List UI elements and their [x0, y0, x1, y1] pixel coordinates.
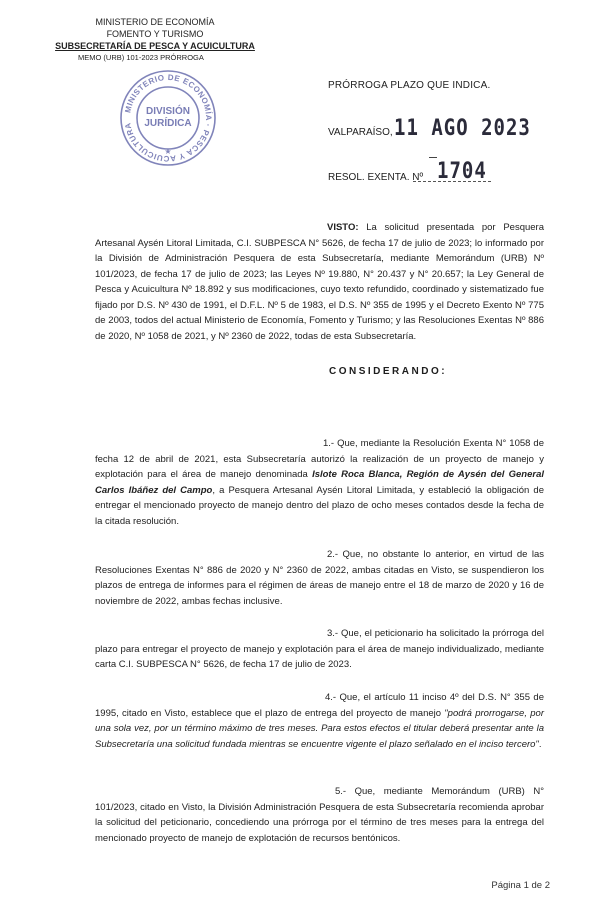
considerando-1: [95, 436, 544, 529]
division-seal-stamp: [118, 68, 218, 168]
considerando-heading: CONSIDERANDO:: [329, 366, 448, 377]
c3-text: 3.- Que, el peticionario ha solicitado la prórroga del plazo para entregar el proyecto de manejo y explotación para el área de manejo individualizado, mediante carta C.I. SUBPESCA N° 5626, de fecha 17 de julio de 2023.: [95, 628, 544, 670]
resolution-label: RESOL. EXENTA. Nº: [328, 172, 424, 183]
memo-reference: MEMO (URB) 101-2023 PRÓRROGA: [78, 53, 204, 62]
page-number: Página 1 de 2: [491, 880, 550, 891]
considerando-2: [95, 547, 544, 609]
c2-text: 2.- Que, no obstante lo anterior, en virtud de las Resoluciones Exentas N° 886 de 2020 y N° 2360 de 2022, ambas citadas en Visto, se suspendieron los plazos de entrega de informes para el régimen de áreas de manejo entre el 18 de marzo de 2020 y 16 de noviembre de 2022, ambas fechas inclusive.: [95, 549, 544, 607]
c1-text-part1: 1.- Que, mediante la Resolución Exenta N° 1058 de fecha 12 de abril de 2021, esta Subsecretaría autorizó la realización de un proyecto de manejo y explotación para el área de manejo denominada: [95, 438, 544, 480]
seal-center-line1: DIVISIÓN: [146, 106, 190, 117]
considerando-5: [95, 784, 544, 846]
seal-center-line2: JURÍDICA: [144, 118, 192, 129]
resolution-number: 1704: [437, 158, 487, 184]
considerando-4: [95, 690, 544, 752]
c1-text-part2: , a Pesquera Artesanal Aysén Litoral Limitada, y estableció la obligación de entregar el mencionado proyecto de manejo dentro del plazo de ocho meses contados desde la fecha de la citada resolución.: [95, 484, 544, 527]
seal-ring-text: MINISTERIO DE ECONOMÍA · PESCA Y ACUICULTURA: [123, 72, 214, 164]
ministry-subtitle: FOMENTO Y TURISMO: [106, 29, 204, 39]
visto-text: La solicitud presentada por Pesquera Artesanal Aysén Litoral Limitada, C.I. SUBPESCA N° 5626, de fecha 17 de julio de 2023; lo informado por la División de Administración Pesquera de esta Subsecretaría, mediante Memorándum (URB) Nº 101/2023, de fecha 17 de julio de 2023; las Leyes Nº 19.880, N° 20.437 y N° 20.657; la Ley General de Pesca y Acuicultura Nº 18.892 y sus modificaciones, cuyo texto refundido, coordinado y sistematizado fue fijado por D.S. Nº 430 de 1991, el D.F.L. Nº 5 de 1983, el D.S. Nº 355 de 1995 y el Decreto Exento Nº 775 de 2003, todos del actual Ministerio de Economía, Fomento y Turismo; y las Resoluciones Exentas Nº 886 de 2020, Nº 1058 de 2021, y Nº 2360 de 2022, todas de esta Subsecretaría.: [95, 222, 544, 342]
c1-area-name: Islote Roca Blanca, Región de Aysén del General Carlos Ibáñez del Campo: [95, 469, 544, 496]
visto-paragraph: [95, 220, 544, 344]
c4-quoted-rule: "podrá prorrogarse, por una sola vez, por un término máximo de tres meses. Para estos efectos el titular deberá presentar ante la Subsecretaría una solicitud fundada mientras se encuentre vigente el plazo señalado en el inciso tercero": [95, 707, 544, 750]
c5-text: 5.- Que, mediante Memorándum (URB) N° 101/2023, citado en Visto, la División Administración Pesquera de esta Subsecretaría recomienda aprobar la solicitud del peticionario, concediendo una prórroga por el término de tres meses para la entrega del mencionado proyecto de manejo de explotación de recursos bentónicos.: [95, 786, 544, 844]
document-place: VALPARAÍSO,: [328, 127, 393, 138]
considerando-3: [95, 626, 544, 673]
document-subject: PRÓRROGA PLAZO QUE INDICA.: [328, 80, 491, 91]
ministry-name: MINISTERIO DE ECONOMÍA: [95, 17, 215, 27]
stamp-mark: [429, 157, 437, 158]
subsecretariat-name: SUBSECRETARÍA DE PESCA Y ACUICULTURA: [55, 41, 255, 51]
letterhead: [40, 16, 270, 64]
c4-text-part1: 4.- Que, el artículo 11 inciso 4º del D.S. N° 355 de 1995, citado en Visto, establece que el plazo de entrega del proyecto de manejo: [95, 692, 544, 719]
date-stamp: 11 AGO 2023: [394, 115, 531, 141]
c4-text-part2: .: [538, 738, 542, 750]
visto-keyword: VISTO:: [327, 222, 359, 233]
seal-star-icon: ★: [164, 147, 172, 156]
